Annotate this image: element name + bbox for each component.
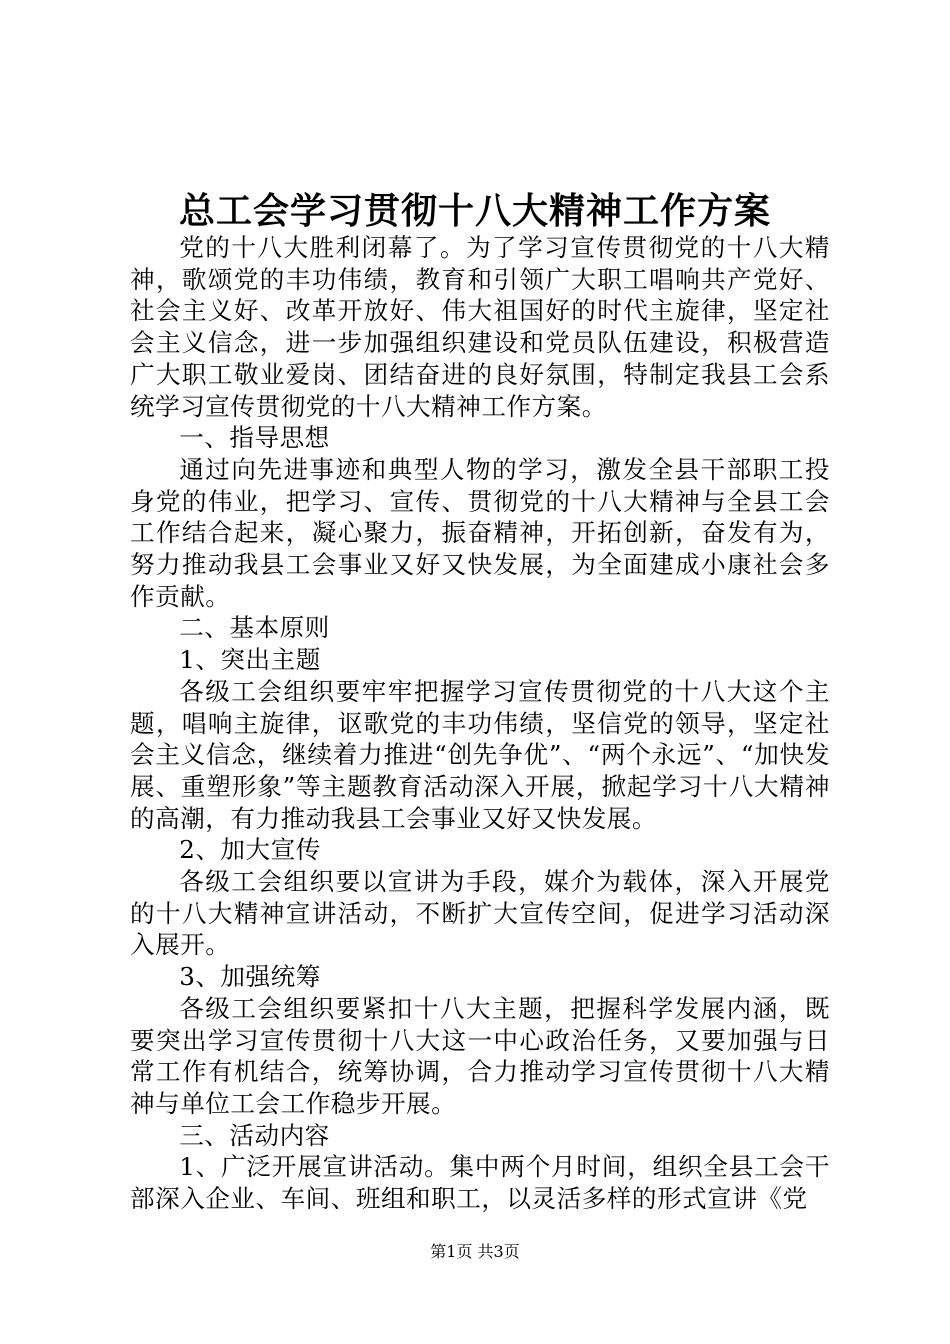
section-heading: 二、基本原则 xyxy=(179,613,330,643)
body-paragraph: 各级工会组织要牢牢把握学习宣传贯彻党的十八大这个主题，唱响主旋律，讴歌党的丰功伟绩，坚信党的领导，坚定社会主义信念，继续着力推进“创先争优”、“两个永远”、“加快发展、重塑形象”等主题教育活动深入开展，掀起学习十八大精神的高潮，有力推动我县工会事业又好又快发展。 xyxy=(130,676,830,833)
subsection-heading: 2、加大宣传 xyxy=(179,835,321,865)
body-paragraph: 各级工会组织要紧扣十八大主题，把握科学发展内涵，既要突出学习宣传贯彻十八大这一中心政治任务，又要加强与日常工作有机结合，统筹协调，合力推动学习宣传贯彻十八大精神与单位工会工作稳步开展。 xyxy=(130,993,830,1118)
subsection-heading: 3、加强统筹 xyxy=(179,962,321,992)
page-footer: 第1页 共3页 xyxy=(430,1242,520,1261)
section-heading: 一、指导思想 xyxy=(179,423,330,453)
body-paragraph: 1、广泛开展宣讲活动。集中两个月时间，组织全县工会干部深入企业、车间、班组和职工，以灵活多样的形式宣讲《党 xyxy=(130,1152,830,1214)
subsection-heading: 1、突出主题 xyxy=(179,645,321,675)
intro-paragraph: 党的十八大胜利闭幕了。为了学习宣传贯彻党的十八大精神，歌颂党的丰功伟绩，教育和引领广大职工唱响共产党好、社会主义好、改革开放好、伟大祖国好的时代主旋律，坚定社会主义信念，进一步加强组织建设和党员队伍建设，积极营造广大职工敬业爱岗、团结奋进的良好氛围，特制定我县工会系统学习宣传贯彻党的十八大精神工作方案。 xyxy=(130,233,830,421)
document-title: 总工会学习贯彻十八大精神工作方案 xyxy=(178,190,771,232)
section-heading: 三、活动内容 xyxy=(179,1120,330,1150)
document-body xyxy=(130,232,830,1215)
body-paragraph: 通过向先进事迹和典型人物的学习，激发全县干部职工投身党的伟业，把学习、宣传、贯彻党的十八大精神与全县工会工作结合起来，凝心聚力，振奋精神，开拓创新，奋发有为，努力推动我县工会事业又好又快发展，为全面建成小康社会多作贡献。 xyxy=(130,454,830,611)
body-paragraph: 各级工会组织要以宣讲为手段，媒介为载体，深入开展党的十八大精神宣讲活动，不断扩大宣传空间，促进学习活动深入展开。 xyxy=(130,867,830,960)
